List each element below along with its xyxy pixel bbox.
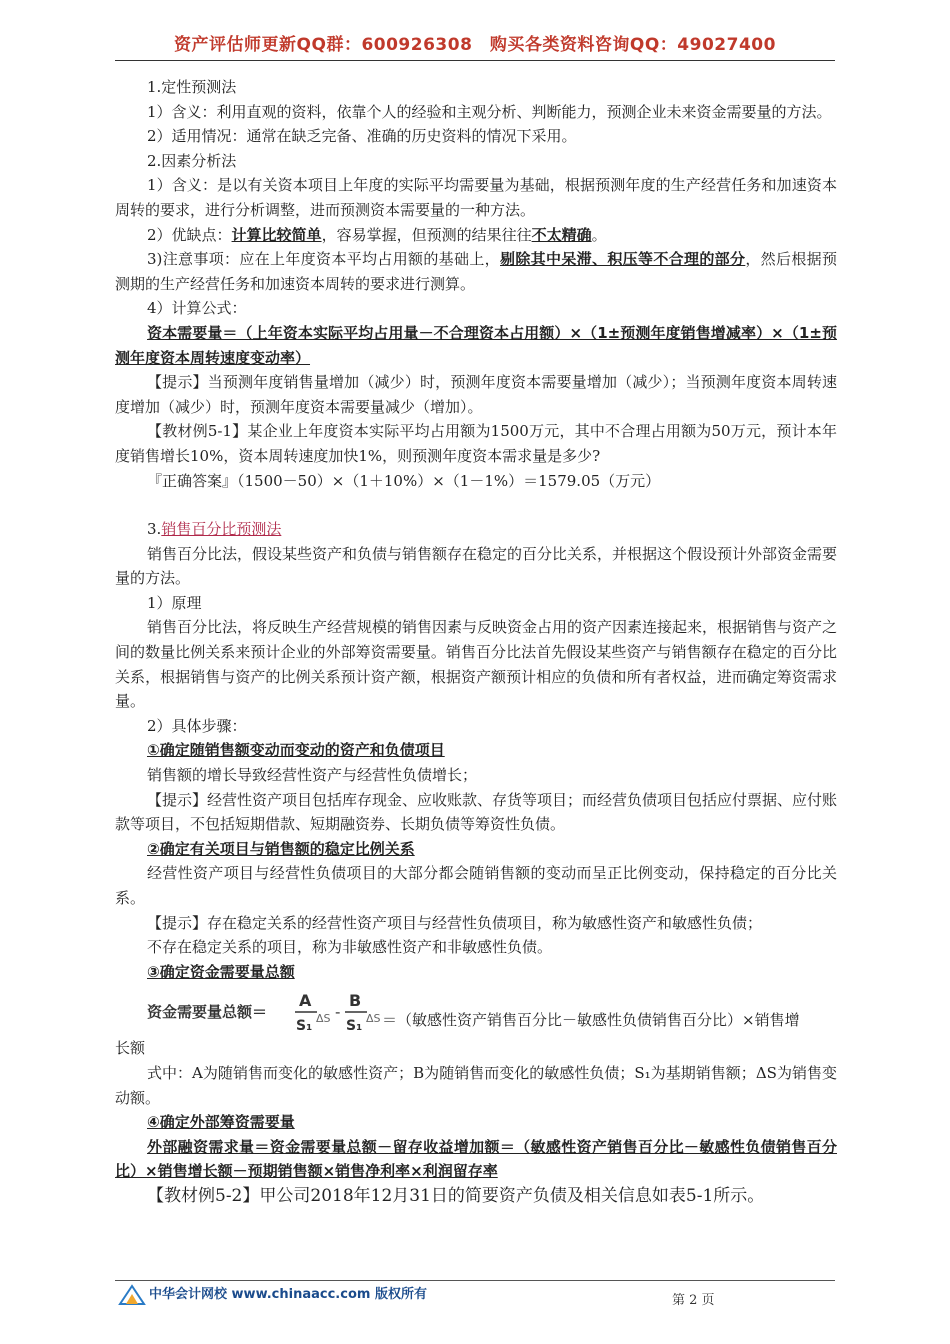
section-1-title: 1.定性预测法 xyxy=(147,78,237,96)
spacer xyxy=(115,493,837,517)
formula-explanation: ＝（敏感性资产销售百分比－敏感性负债销售百分比）×销售增 xyxy=(382,1011,800,1030)
s2-notes xyxy=(115,247,837,296)
footer-divider xyxy=(115,1280,835,1281)
s2-example: 【教材例5-1】某企业上年度资本实际平均占用额为1500万元，其中不合理占用额为50万元，预计本年度销售增长10%，资本周转速度加快1%，则预测年度资本需求量是多少? xyxy=(115,422,837,465)
s2-definition: 1）含义：是以有关资本项目上年度的实际平均需要量为基础，根据预测年度的生产经营任务和加速资本周转的要求，进行分析调整，进而预测资本需要量的一种方法。 xyxy=(115,176,837,219)
formula-a: A xyxy=(299,991,312,1011)
footer-url: www.chinaacc.com xyxy=(231,1287,371,1302)
s3-principle: 销售百分比法，将反映生产经营规模的销售因素与反映资金占用的资产因素连接起来，根据销售与资产之间的数量比例关系来预计企业的外部筹资需要量。销售百分比法首先假设某些资产与销售额存在稳定的百分比关系，根据销售与资产的比例关系预计资产额，根据资产额预计相应的负债和所有者权益，进而确定筹资需求量。 xyxy=(115,618,838,711)
footer-rights: 版权所有 xyxy=(374,1287,427,1302)
formula-s1-b: S₁ xyxy=(346,1018,363,1035)
s3-title-text: 销售百分比预测法 xyxy=(161,520,282,539)
s2-notes-start: 3)注意事项：应在上年度资本平均占用额的基础上， xyxy=(147,250,501,269)
example-5-2: 【教材例5-2】甲公司2018年12月31日的简要资产负债及相关信息如表5-1所示。 xyxy=(147,1185,765,1206)
s2-pro-highlight: 计算比较简单 xyxy=(231,225,322,244)
s2-pros-label: 2）优缺点： xyxy=(147,225,232,244)
s3-intro: 销售百分比法，假设某些资产和负债与销售额存在稳定的百分比关系，并根据这个假设预计外部资金需要量的方法。 xyxy=(115,544,838,588)
page-number: 第 2 页 xyxy=(672,1293,715,1308)
document-body xyxy=(115,75,837,1209)
s3-step4-title: ④确定外部筹资需要量 xyxy=(147,1113,295,1132)
s3-step2-title: ②确定有关项目与销售额的稳定比例关系 xyxy=(147,839,415,858)
s2-notes-highlight: 剔除其中呆滞、积压等不合理的部分 xyxy=(500,250,746,269)
s2-con-highlight: 不太精确 xyxy=(531,225,592,244)
s2-formula-label: 4）计算公式： xyxy=(147,299,247,318)
s3-step1-title: ①确定随销售额变动而变动的资产和负债项目 xyxy=(147,741,445,760)
formula-image xyxy=(147,986,382,1036)
header-text: 资产评估师更新QQ群：600926308 购买各类资料咨询QQ：49027400 xyxy=(174,35,776,55)
s2-pros-cons xyxy=(115,223,837,248)
capital-formula xyxy=(115,986,837,1036)
formula-b: B xyxy=(349,991,362,1011)
s2-notes-end: ，然后根据预测期的生产经营任务和加速资本周转的要求进行测算。 xyxy=(115,250,837,293)
formula-ds-a: ΔS xyxy=(316,1012,331,1026)
s3-step2-text: 经营性资产项目与经营性负债项目的大部分都会随销售额的变动而呈正比例变动，保持稳定的百分比关系。 xyxy=(115,864,837,907)
s2-pros-middle: ，容易掌握，但预测的结果往往 xyxy=(321,225,532,244)
s3-step1-tip: 【提示】经营性资产项目包括库存现金、应收账款、存货等项目；而经营负债项目包括应付票据、应付账款等项目，不包括短期借款、短期融资券、长期负债等筹资性负债。 xyxy=(115,790,838,834)
formula-explanation-cont: 长额 xyxy=(115,1039,146,1058)
s3-step2-tip2: 不存在稳定关系的项目，称为非敏感性资产和非敏感性负债。 xyxy=(147,938,553,957)
s1-applicability: 2）适用情况：通常在缺乏完备、准确的历史资料的情况下采用。 xyxy=(147,127,577,146)
s2-formula: 资本需要量＝（上年资本实际平均占用量－不合理资本占用额）×（1±预测年度销售增减率）×（1±预测年度资本周转速度变动率） xyxy=(115,323,837,367)
s2-pros-end: 。 xyxy=(591,225,607,244)
formula-s1-a: S₁ xyxy=(296,1018,313,1035)
section-3-title xyxy=(115,517,837,542)
formula-label: 资金需要量总额＝ xyxy=(147,1003,268,1022)
section-2-title: 2.因素分析法 xyxy=(147,151,237,170)
s3-step3-title: ③确定资金需要量总额 xyxy=(147,962,295,981)
footer-brand-name: 中华会计网校 xyxy=(149,1287,228,1302)
footer-brand xyxy=(149,1283,427,1302)
s3-step2-tip1: 【提示】存在稳定关系的经营性资产项目与经营性负债项目，称为敏感性资产和敏感性负债； xyxy=(147,913,763,932)
s2-tip: 【提示】当预测年度销售量增加（减少）时，预测年度资本需要量增加（减少）；当预测年度资本周转速度增加（减少）时，预测年度资本需要量减少（增加）。 xyxy=(115,373,837,416)
s2-answer: 『正确答案』（1500－50）×（1＋10%）×（1－1%）＝1579.05（万元） xyxy=(147,471,661,490)
s3-step1-text: 销售额的增长导致经营性资产与经营性负债增长； xyxy=(147,766,478,785)
formula-ds-b: ΔS xyxy=(366,1012,381,1026)
s1-definition: 1）含义：利用直观的资料，依靠个人的经验和主观分析、判断能力，预测企业未来资金需要量的方法。 xyxy=(147,102,832,121)
formula-minus: - xyxy=(335,1003,341,1022)
s3-title-num: 3. xyxy=(147,520,162,539)
s3-principle-title: 1）原理 xyxy=(147,593,202,612)
s3-step4-formula: 外部融资需求量＝资金需要量总额－留存收益增加额＝（敏感性资产销售百分比－敏感性负债销售百分比）×销售增长额－预期销售额×销售净利率×利润留存率 xyxy=(115,1137,837,1181)
formula-where: 式中：A为随销售而变化的敏感性资产；B为随销售而变化的敏感性负债；S₁为基期销售额；ΔS为销售变动额。 xyxy=(115,1063,837,1107)
s3-steps-title: 2）具体步骤： xyxy=(147,716,247,735)
page-header xyxy=(115,30,835,61)
